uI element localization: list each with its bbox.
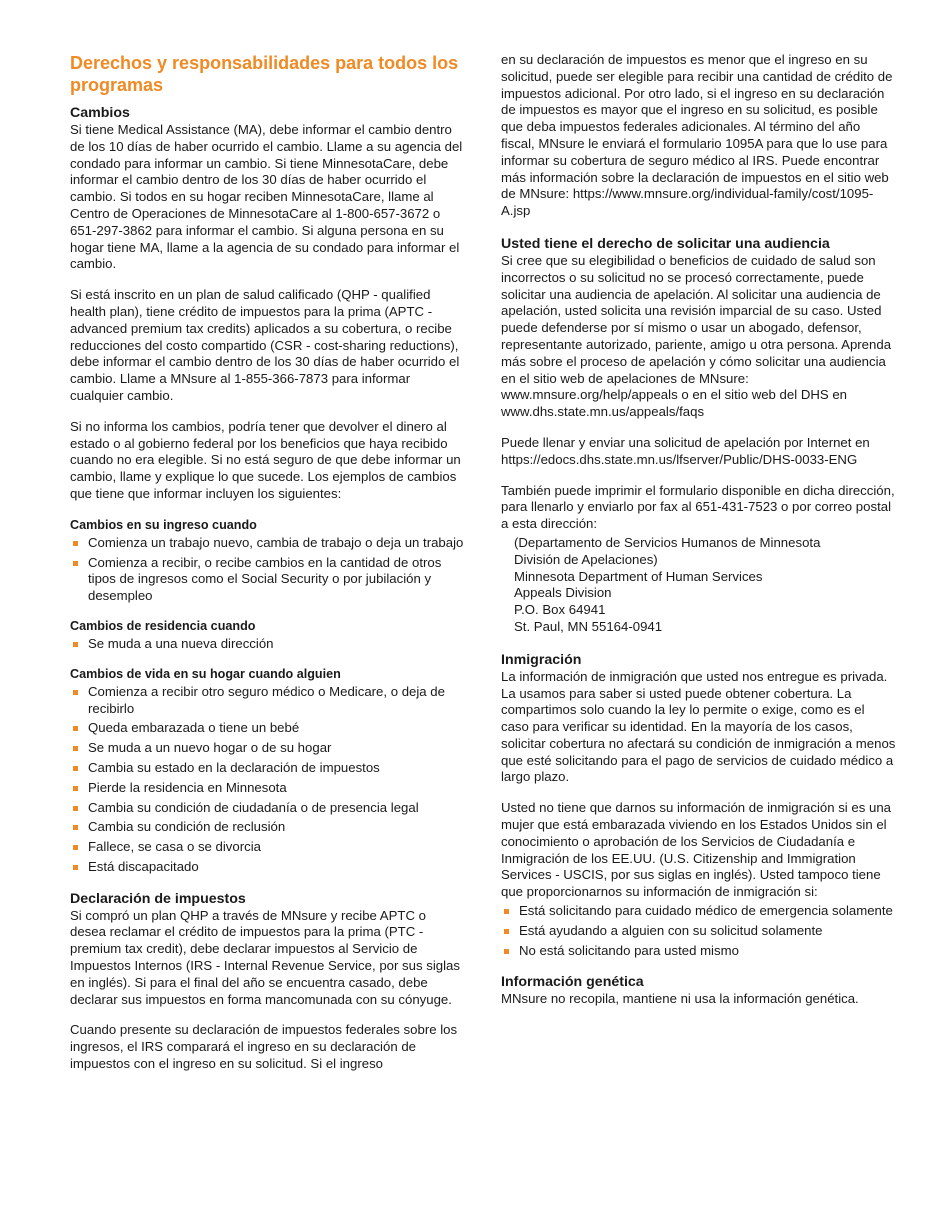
bullet-square-icon [73, 766, 78, 771]
bullet-square-icon [73, 561, 78, 566]
section-heading-cambios: Cambios [70, 105, 130, 121]
list-item: Cambia su condición de ciudadanía o de presencia legal [70, 800, 465, 817]
list-item: Comienza a recibir otro seguro médico o Medicare, o deja de recibirlo [70, 684, 465, 718]
address-line: St. Paul, MN 55164-0941 [514, 618, 663, 634]
list-cambios-vida [70, 684, 465, 876]
subheading-cambios-ingreso: Cambios en su ingreso cuando [70, 517, 257, 532]
list-item: Cambia su condición de reclusión [70, 819, 465, 836]
bullet-square-icon [73, 786, 78, 791]
list-item: Fallece, se casa o se divorcia [70, 839, 465, 856]
subheading-cambios-residencia: Cambios de residencia cuando [70, 618, 256, 633]
section-heading-declaracion: Declaración de impuestos [70, 890, 246, 907]
address-line: (Departamento de Servicios Humanos de Minnesota [514, 534, 821, 550]
list-item: Comienza un trabajo nuevo, cambia de trabajo o deja un trabajo [70, 535, 465, 552]
declaracion-paragraph-1: Si compró un plan QHP a través de MNsure y recibe APTC o desea reclamar el crédito de impuestos para la prima (PTC - premium tax credit), debe declarar impuestos al Servicio de Impuestos Internos (IRS - Internal Revenue Service, por sus siglas en inglés). Si para el final del año se encuentra casado, debe declarar sus impuestos en forma mancomunada con su cónyuge. [70, 907, 460, 1007]
declaracion-continuation: en su declaración de impuestos es menor que el ingreso en su solicitud, puede ser elegible para recibir una cantidad de crédito de impuestos adicional. Por otro lado, si el ingreso en su declaración de impuestos es mayor que el ingreso en su solicitud, es posible que deba impuestos federales adicionales. Al término del año fiscal, MNsure le enviará el formulario 1095A para que lo use para informar su cobertura de seguro médico al IRS. Puede encontrar más información sobre la declaración de impuestos en el sitio web de MNsure: https://www.mnsure.org/individual-family/cost/1095-A.jsp [501, 52, 893, 219]
list-item: Pierde la residencia en Minnesota [70, 780, 465, 797]
bullet-square-icon [73, 845, 78, 850]
right-column [501, 0, 896, 1008]
audiencia-paragraph-3: También puede imprimir el formulario disponible en dicha dirección, para llenarlo y enviarlo por fax al 651-431-7523 o por correo postal a esta dirección: [501, 482, 895, 532]
bullet-square-icon [73, 825, 78, 830]
bullet-square-icon [73, 726, 78, 731]
list-inmigracion-excepciones [501, 903, 896, 959]
audiencia-paragraph-1: Si cree que su elegibilidad o beneficios de cuidado de salud son incorrectos o su solicitud no se procesó correctamente, puede solicitar una audiencia de apelación. Al solicitar una audiencia de apelación, usted solicita una revisión imparcial de su caso. Usted puede defenderse por sí mismo o usar un abogado, defensor, representante autorizado, pariente, amigo u otra persona. Aprenda más sobre el proceso de apelación y cómo solicitar una audiencia en el sitio web de apelaciones de MNsure: www.mnsure.org/help/appeals o en el sitio web del DHS en www.dhs.state.mn.us/appeals/faqs [501, 252, 892, 420]
genetica-paragraph: MNsure no recopila, mantiene ni usa la información genética. [501, 991, 859, 1007]
list-item: Se muda a una nueva dirección [70, 636, 465, 653]
section-heading-inmigracion: Inmigración [501, 651, 582, 668]
cambios-paragraph-3: Si no informa los cambios, podría tener que devolver el dinero al estado o al gobierno federal por los beneficios que haya recibido cuando no era elegible. Si no está seguro de que debe informar un cambio, llame y explique lo que sucede. Los ejemplos de cambios que tiene que informar incluyen los siguientes: [70, 418, 461, 501]
list-item: Cambia su estado en la declaración de impuestos [70, 760, 465, 777]
bullet-square-icon [504, 949, 509, 954]
list-item: Está ayudando a alguien con su solicitud solamente [501, 923, 896, 940]
bullet-square-icon [504, 909, 509, 914]
bullet-square-icon [73, 806, 78, 811]
audiencia-paragraph-2: Puede llenar y enviar una solicitud de apelación por Internet en https://edocs.dhs.state.mn.us/lfserver/Public/DHS-0033-ENG [501, 434, 870, 467]
list-cambios-ingreso [70, 535, 465, 605]
list-item: Comienza a recibir, o recibe cambios en la cantidad de otros tipos de ingresos como el Social Security o por jubilación y desempleo [70, 555, 465, 605]
bullet-square-icon [504, 929, 509, 934]
subheading-cambios-vida: Cambios de vida en su hogar cuando alguien [70, 666, 341, 681]
list-item: No está solicitando para usted mismo [501, 943, 896, 960]
mailing-address [501, 535, 896, 636]
inmigracion-paragraph-1: La información de inmigración que usted nos entregue es privada. La usamos para saber si usted puede obtener cobertura. La compartimos solo cuando la ley lo permite o exige, como es el caso para verificar su identidad. En la mayoría de los casos, solicitar cobertura no afectará su condición de inmigración a menos que esté solicitando para el pago de servicios de cuidado médico a largo plazo. [501, 668, 896, 785]
section-heading-genetica: Información genética [501, 974, 644, 991]
inmigracion-paragraph-2: Usted no tiene que darnos su información de inmigración si es una mujer que está embarazada viviendo en los Estados Unidos sin el conocimiento o aprobación de los Servicios de Ciudadanía e Inmigración de los EE.UU. (U.S. Citizenship and Immigration Services - USCIS, por sus siglas en inglés). Usted tampoco tiene que proporcionarnos su información de inmigración si: [501, 800, 891, 900]
list-item: Está discapacitado [70, 859, 465, 876]
bullet-square-icon [73, 746, 78, 751]
address-line: Appeals Division [514, 585, 612, 601]
list-item: Queda embarazada o tiene un bebé [70, 720, 465, 737]
address-line: Minnesota Department of Human Services [514, 568, 763, 584]
bullet-square-icon [73, 541, 78, 546]
bullet-square-icon [73, 690, 78, 695]
list-cambios-residencia [70, 636, 465, 653]
page-title: Derechos y responsabilidades para todos los programas [70, 53, 459, 95]
bullet-square-icon [73, 642, 78, 647]
declaracion-paragraph-2: Cuando presente su declaración de impuestos federales sobre los ingresos, el IRS comparará el ingreso en su declaración de impuestos con el ingreso en su solicitud. Si el ingreso [70, 1022, 458, 1072]
address-line: P.O. Box 64941 [514, 602, 606, 618]
cambios-paragraph-1: Si tiene Medical Assistance (MA), debe informar el cambio dentro de los 10 días de haber ocurrido el cambio. Llame a su agencia del condado para informar un cambio. Si tiene MinnesotaCare, debe informar el cambio dentro de los 30 días de haber ocurrido el cambio. Si todos en su hogar reciben MinnesotaCare, llame al Centro de Operaciones de MinnesotaCare al 1-800-657-3672 o 651-297-3862 para informar el cambio. Si alguna persona en su hogar tiene MA, llame a la agencia de su condado para informar el cambio. [70, 122, 463, 272]
left-column [70, 0, 465, 1073]
list-item: Se muda a un nuevo hogar o de su hogar [70, 740, 465, 757]
address-line: División de Apelaciones) [514, 551, 658, 567]
cambios-paragraph-2: Si está inscrito en un plan de salud calificado (QHP - qualified health plan), tiene crédito de impuestos para la prima (APTC - advanced premium tax credits) aplicados a su cobertura, o recibe reducciones del costo compartido (CSR - cost-sharing reductions), debe informar el cambio dentro de los 30 días de haber ocurrido el cambio. Llame a MNsure al 1-855-366-7873 para informar cualquier cambio. [70, 287, 460, 403]
list-item: Está solicitando para cuidado médico de emergencia solamente [501, 903, 896, 920]
bullet-square-icon [73, 865, 78, 870]
section-heading-audiencia: Usted tiene el derecho de solicitar una audiencia [501, 235, 830, 252]
